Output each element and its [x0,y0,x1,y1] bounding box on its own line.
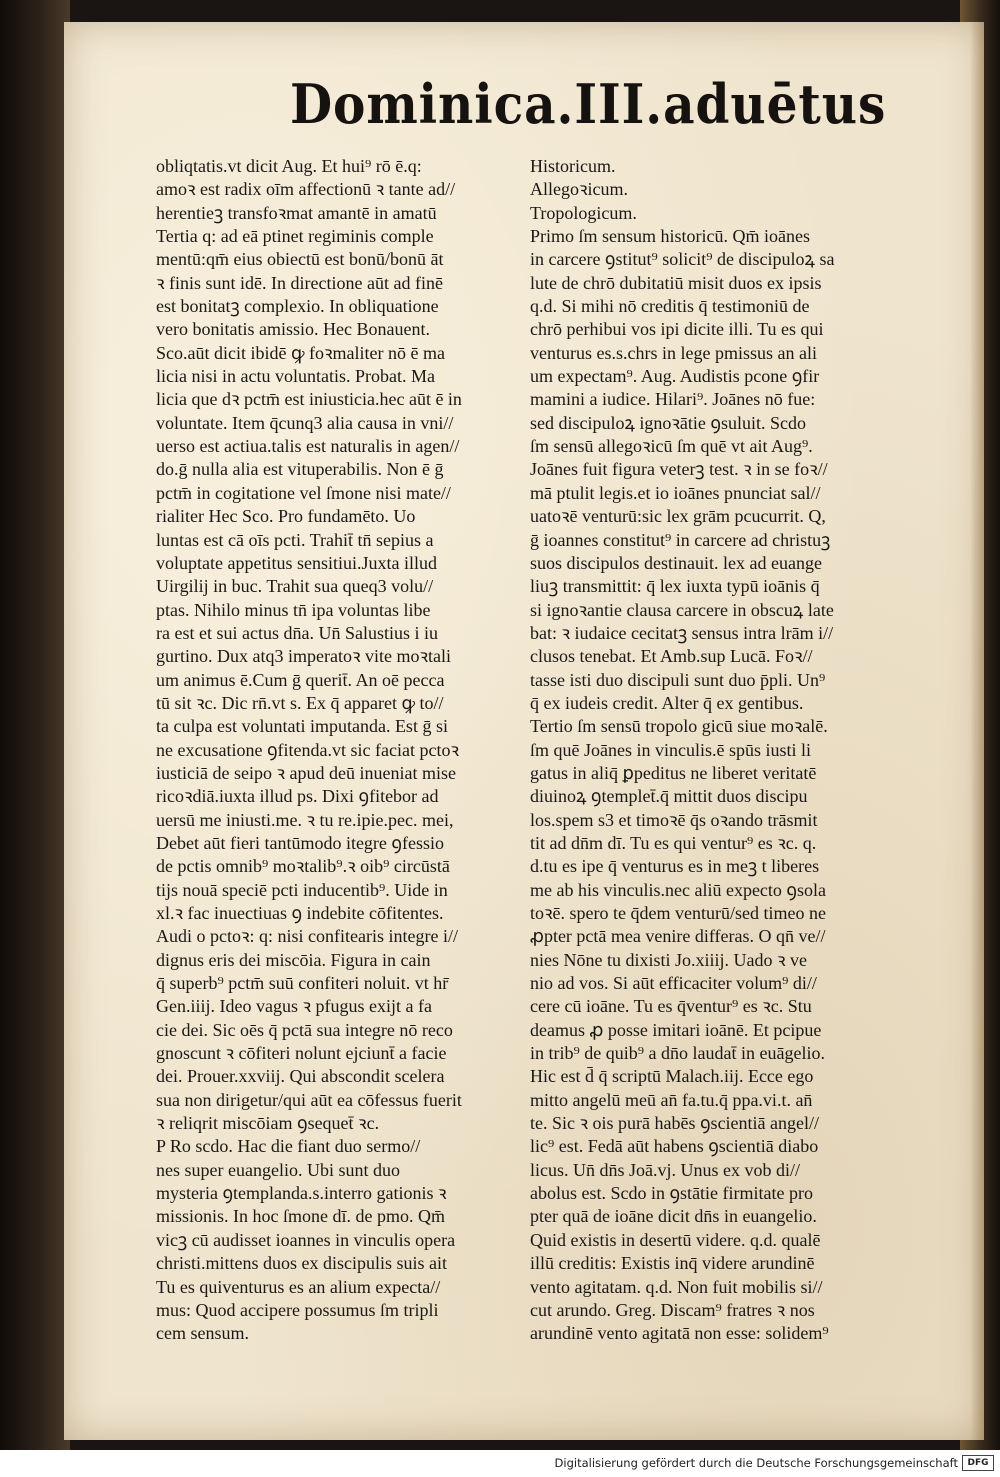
text-line: Tertia q: ad eā ptinet regiminis comple [156,226,434,247]
text-line: missionis. In hoc ſmone dī. de pmo. Qm̄ [156,1206,445,1227]
text-line: in carcere ꝯstitut⁹ solicit⁹ de discipuloꝝ sa [530,249,835,270]
text-line: ſm sensū allegoꝛicū ſm quē vt ait Aug⁹. [530,436,813,457]
text-line: ta culpa est voluntati imputanda. Est ḡ si [156,716,448,737]
text-line: Sco.aūt dicit ibidē ꝙ foꝛmaliter nō ē ma [156,342,445,363]
text-line: rialiter Hec Sco. Pro fundamēto. Uo [156,506,416,527]
text-line: uerso est actiua.talis est naturalis in agen// [156,436,460,457]
text-line: dignus eris dei miscōia. Figura in cain [156,949,431,970]
text-line: in trib⁹ de quib⁹ a dn̄o laudat̄ in euāgelio. [530,1043,825,1064]
page-edge-shading [970,22,984,1440]
text-line: uatoꝛē venturū:sic lex grām pcucurrit. Q, [530,506,826,527]
text-line: cie dei. Sic oēs q̄ pctā sua integre nō reco [156,1019,453,1040]
text-line: herentieꝫ transfoꝛmat amantē in amatū [156,202,437,223]
text-line: um animus ē.Cum ḡ querit̄. An oē pecca [156,669,445,690]
text-line: Hic est d̄ q̄ scriptū Malach.iij. Ecce ego [530,1066,814,1087]
text-line: de pctis omnib⁹ moꝛtalib⁹.ꝛ oib⁹ circūstā [156,856,450,877]
text-line: Tertio ſm sensū tropolo gicū siue moꝛalē. [530,716,828,737]
text-line: nes super euangelio. Ubi sunt duo [156,1159,400,1180]
text-line: illū creditis: Existis inq̄ videre arundinē [530,1253,815,1274]
text-line: Quid existis in desertū videre. q.d. qualē [530,1229,821,1250]
text-line: iusticiā de seipo ꝛ apud deū inueniat mise [156,762,456,783]
text-line: los.spem s3 et timoꝛē q̄s oꝛando trāsmit [530,809,818,830]
text-line: Primo ſm sensum historicū. Qm̄ ioānes [530,226,810,247]
text-line: mus: Quod accipere possumus ſm tripli [156,1299,439,1320]
text-line: Gen.iiij. Ideo vagus ꝛ pfugus exijt a fa [156,996,432,1017]
text-line: mysteria ꝯtemplanda.s.interro gationis ꝛ [156,1183,447,1204]
text-line: gnoscunt ꝛ cōfiteri nolunt ejciunt̄ a facie [156,1043,447,1064]
text-line: um expectam⁹. Aug. Audistis pcone ꝯfir [530,366,820,387]
text-line: do.ḡ nulla alia est vituperabilis. Non ē ḡ [156,459,444,480]
text-line: pctm̄ in cogitatione vel ſmone nisi mate// [156,482,451,503]
text-line: sed discipuloꝝ ignoꝛātie ꝯsuluit. Scdo [530,412,806,433]
text-line: si ignoꝛantie clausa carcere in obscuꝝ late [530,599,834,620]
text-line: abolus est. Scdo in ꝯstātie firmitate pro [530,1183,814,1204]
text-line: chrō perhibui vos ipi dicite illi. Tu es qui [530,319,824,340]
text-line: licus. Un̄ dn̄s Joā.vj. Unus ex vob di// [530,1159,800,1180]
running-head: Dominica.III.aduētus [290,72,887,136]
text-line: te. Sic ꝛ ois purā habēs ꝯscientiā angel// [530,1113,820,1134]
text-line: Audi o pctoꝛ: q: nisi confitearis integre i// [156,926,458,947]
text-line: Uirgilij in buc. Trahit sua queq3 volu// [156,576,434,597]
text-line: ꝓpter pctā mea venire differas. O qn̄ ve// [530,926,826,947]
text-line: suos discipulos destinauit. lex ad euange [530,552,822,573]
text-line: sua non dirigetur/qui aūt ea cōfessus fuerit [156,1089,462,1110]
text-line: dei. Prouer.xxviij. Qui abscondit scelera [156,1066,445,1087]
text-line: licia nisi in actu voluntatis. Probat. Ma [156,366,435,387]
text-line: liuꝫ transmittit: q̄ lex iuxta typū ioānis q̄ [530,576,820,597]
text-line: clusos tenebat. Et Amb.sup Lucā. Foꝛ// [530,646,813,667]
text-line: diuinoꝝ ꝯtemplet̄.q̄ mittit duos discipu [530,786,808,807]
text-line: tasse isti duo discipuli sunt duo p̄pli. Un⁹ [530,669,826,690]
text-line: P Ro scdo. Hac die fiant duo sermo// [156,1136,421,1157]
text-line: q.d. Si mihi nō creditis q̄ testimoniū de [530,296,810,317]
text-line: mamini a iudice. Hilari⁹. Joānes nō fue: [530,389,816,410]
text-line: obliqtatis.vt dicit Aug. Et hui⁹ rō ē.q: [156,156,422,176]
text-line: Allegoꝛicum. [530,179,629,200]
text-line: ḡ ioannes constitut⁹ in carcere ad christuꝫ [530,529,831,550]
text-line: venturus es.s.chrs in lege pmissus an ali [530,342,817,363]
right-text-column [530,155,920,1346]
text-line: toꝛē. spero te q̄dem venturū/sed timeo ne [530,903,826,923]
text-line: voluptate appetitus sensitiui.Juxta illud [156,552,437,573]
text-line: cere cū ioāne. Tu es q̄ventur⁹ es ꝛc. Stu [530,996,812,1017]
text-line: lic⁹ est. Fedā aūt habens ꝯscientiā diabo [530,1136,819,1157]
text-line: gurtino. Dux atq3 imperatoꝛ vite moꝛtali [156,646,452,667]
text-line: pter quā de ioāne dicit dn̄s in euangelio. [530,1206,817,1227]
text-line: vero bonitatis amissio. Hec Bonauent. [156,319,430,340]
text-line: q̄ superb⁹ pctm̄ suū confiteri noluit. vt hr̄ [156,973,449,994]
text-line: ꝛ finis sunt idē. In directione aūt ad finē [156,272,443,293]
text-line: cut arundo. Greg. Discam⁹ fratres ꝛ nos [530,1299,815,1320]
text-line: ꝛ reliqrit miscōiam ꝯsequet̄ ꝛc. [156,1113,380,1134]
text-line: mā ptulit legis.et io ioānes pnunciat sal// [530,482,821,503]
text-line: mitto angelū meū an̄ fa.tu.q̄ ppa.vi.t. an̄ [530,1089,813,1110]
text-line: tū sit ꝛc. Dic rn̄.vt s. Ex q̄ apparet ꝙ to// [156,692,444,713]
text-line: bat: ꝛ iudaice cecitatꝫ sensus intra lrām i// [530,622,834,643]
text-line: xl.ꝛ fac inuectiuas ꝯ indebite cōfitentes. [156,903,444,923]
text-line: vento agitatam. q.d. Non fuit mobilis si// [530,1276,823,1297]
text-line: vicꝫ cū audisset ioannes in vinculis opera [156,1229,456,1250]
text-line: d.tu es ipe q̄ venturus es in meꝫ t liberes [530,856,820,877]
text-line: luntas est cā oīs pcti. Trahit̄ tn̄ sepius a [156,529,434,550]
text-line: mentū:qm̄ eius obiectū est bonū/bonū āt [156,249,444,270]
text-line: lute de chrō dubitatiū misit duos ex ipsis [530,272,822,293]
text-line: tit ad dn̄m dī. Tu es qui ventur⁹ es ꝛc. q. [530,832,817,853]
footer-credit: Digitalisierung gefördert durch die Deutsche Forschungsgemeinschaft [554,1456,958,1470]
text-line: amoꝛ est radix oīm affectionū ꝛ tante ad// [156,179,456,200]
text-line: tijs nouā speciē pcti inducentib⁹. Uide in [156,879,448,900]
scan-background-left [0,0,70,1450]
text-line: Historicum. [530,156,616,176]
left-text-column [156,155,524,1346]
text-line: Tu es quiventurus es an alium expecta// [156,1276,441,1297]
text-line: deamus ꝓ posse imitari ioānē. Et pcipue [530,1019,822,1040]
text-line: ptas. Nihilo minus tn̄ ipa voluntas libe [156,599,431,620]
text-line: Tropologicum. [530,202,637,223]
text-line: ſm quē Joānes in vinculis.ē spūs iusti li [530,739,811,760]
digitization-footer [0,1450,1000,1477]
text-line: Joānes fuit figura veterꝫ test. ꝛ in se foꝛ// [530,459,828,480]
text-line: cem sensum. [156,1323,249,1344]
text-line: q̄ ex iudeis credit. Alter q̄ ex gentibus. [530,692,804,713]
text-line: uersū me iniusti.me. ꝛ tu re.ipie.pec. mei, [156,809,454,830]
text-line: gatus in aliq̄ ꝑpeditus ne liberet veritatē [530,762,817,783]
text-line: christi.mittens duos ex discipulis suis ait [156,1253,447,1274]
text-line: licia que dꝛ pctm̄ est iniusticia.hec aūt ē in [156,389,462,410]
dfg-logo: DFG [962,1455,994,1471]
text-line: ricoꝛdiā.iuxta illud ps. Dixi ꝯfitebor ad [156,786,439,807]
text-line: voluntate. Item q̄cunq3 alia causa in vni// [156,412,454,433]
text-line: me ab his vinculis.nec aliū expecto ꝯsola [530,879,826,900]
text-line: est bonitatꝫ complexio. In obliquatione [156,296,439,317]
text-line: ne excusatione ꝯfitenda.vt sic faciat pctoꝛ [156,739,459,760]
text-line: arundinē vento agitatā non esse: solidem⁹ [530,1323,829,1344]
text-line: nio ad vos. Si aūt efficaciter volum⁹ di// [530,973,817,994]
text-line: nies Nōne tu dixisti Jo.xiiij. Uado ꝛ ve [530,949,808,970]
text-line: Debet aūt fieri tantūmodo itegre ꝯfessio [156,832,444,853]
text-line: ra est et sui actus dn̄a. Un̄ Salustius i iu [156,622,438,643]
